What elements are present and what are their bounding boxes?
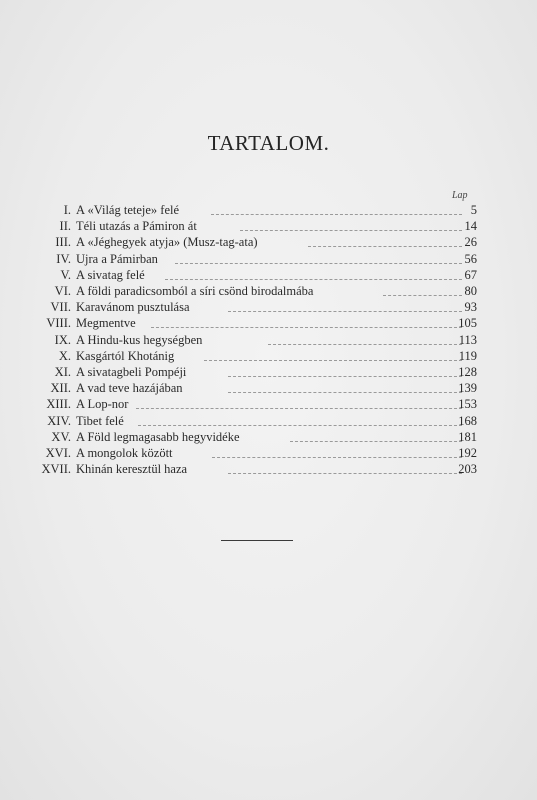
chapter-page: 105 [458,316,477,331]
leader-dots [151,311,462,328]
chapter-title: A vad teve hazájában [76,381,183,396]
chapter-number: XV. [51,429,71,444]
chapter-number: III. [55,235,71,250]
chapter-number: XI. [54,365,71,379]
chapter-title: A «Jéghegyek atyja» (Musz-tag-ata) [76,235,258,250]
chapter-title: A Hindu-kus hegységben [76,332,203,347]
chapter-number: V. [60,267,71,282]
leader-dots [240,214,462,231]
chapter-title: A mongolok között [76,446,173,460]
leader-dots [228,295,462,312]
chapter-number: VIII. [46,316,71,331]
divider-rule [221,540,293,541]
chapter-title: A sivatagbeli Pompéji [76,365,187,379]
chapter-page: 168 [458,413,477,428]
chapter-number: II. [59,219,71,234]
leader-dots [228,457,462,474]
leader-dots [212,441,462,458]
chapter-number: IV. [56,251,71,266]
chapter-number: XII. [50,381,71,396]
chapter-page: 5 [470,203,477,217]
leader-dots [228,376,462,393]
chapter-page: 26 [464,235,477,250]
chapter-number: XVI. [45,446,71,460]
leader-dots [290,425,462,442]
chapter-page: 56 [464,251,477,266]
chapter-page: 67 [464,267,477,282]
leader-dots [228,360,462,377]
leader-dots [204,344,462,361]
chapter-title: Téli utazás a Pámiron át [76,219,197,234]
leader-dots [138,409,462,426]
chapter-page: 128 [458,365,477,379]
chapter-title: Karavánom pusztulása [76,300,190,315]
chapter-title: A sivatag felé [76,267,145,282]
leader-dots [175,247,462,264]
chapter-title: Kasgártól Khotánig [76,348,175,363]
chapter-page: 192 [458,446,477,460]
leader-dots [211,198,462,215]
chapter-title: A Lop-nor [76,397,129,412]
leader-dots [268,328,462,345]
chapter-number: I. [63,203,71,217]
chapter-page: 139 [458,381,477,396]
chapter-title: Tibet felé [76,413,124,428]
chapter-page: 181 [458,429,477,444]
chapter-title: A Föld legmagasabb hegyvidéke [76,429,240,444]
chapter-page: 203 [458,462,477,477]
chapter-number: XVII. [41,462,71,477]
leader-dots [136,392,462,409]
chapter-number: VI. [54,284,71,298]
leader-dots [308,230,462,247]
chapter-title: A földi paradicsomból a síri csönd birodalmába [76,284,314,298]
page-title: TARTALOM. [207,131,330,155]
chapter-number: VII. [50,300,71,315]
chapter-page: 93 [464,300,477,315]
chapter-page: 14 [464,219,477,234]
chapter-title: A «Világ teteje» felé [76,203,180,217]
leader-dots [165,263,462,280]
chapter-title: Megmentve [76,316,136,331]
toc-entry [0,461,537,477]
chapter-number: IX. [54,332,71,347]
chapter-number: XIII. [46,397,71,412]
chapter-title: Ujra a Pámirban [76,251,158,266]
chapter-page: 80 [464,284,477,298]
chapter-number: XIV. [47,413,71,428]
chapter-title: Khinán keresztül haza [76,462,188,477]
chapter-number: X. [58,348,71,363]
chapter-page: 119 [458,348,477,363]
chapter-page: 113 [458,332,477,347]
chapter-page: 153 [458,397,477,412]
page-column-header: Lap [452,190,468,201]
